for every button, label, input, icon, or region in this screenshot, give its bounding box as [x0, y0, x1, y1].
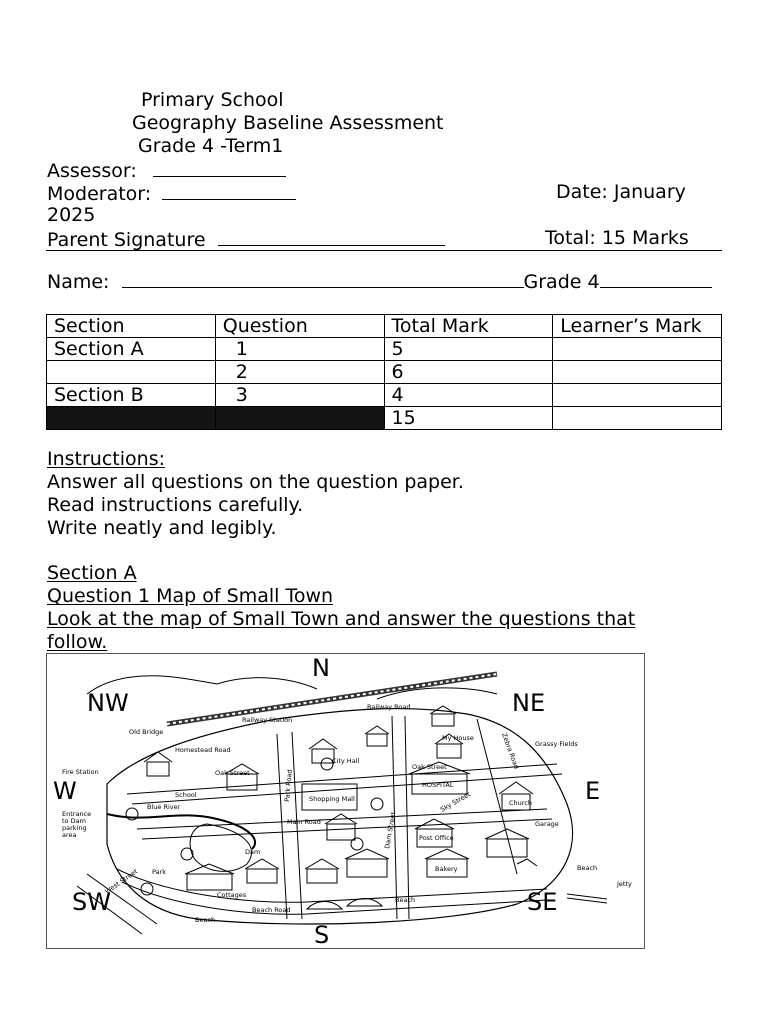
label-park: Park: [152, 868, 167, 876]
table-row: [47, 384, 722, 407]
learner-mark-cell[interactable]: [553, 384, 722, 407]
grade-field[interactable]: [600, 269, 712, 288]
grade-term: Grade 4 -Term1: [138, 135, 284, 157]
total-mark-cell: 4: [384, 384, 553, 407]
instruction-line: Read instructions carefully.: [47, 494, 304, 516]
total-mark-cell: 6: [384, 361, 553, 384]
instruction-line: Write neatly and legibly.: [47, 517, 277, 539]
label-to-dam: to Dam: [62, 817, 86, 825]
table-header-row: [47, 315, 722, 338]
label-oak-street-east: Oak Street: [412, 763, 447, 771]
section-cell: [47, 361, 216, 384]
compass-southwest: SW: [72, 888, 111, 916]
section-cell: Section A: [47, 338, 216, 361]
assessor-label: Assessor:: [47, 160, 137, 182]
label-city-hall: City Hall: [332, 757, 360, 765]
total-mark-cell: 15: [384, 407, 553, 430]
label-dam: Dam: [245, 848, 261, 856]
column-header: Question: [215, 315, 384, 338]
total-mark-cell: 5: [384, 338, 553, 361]
column-header: Section: [47, 315, 216, 338]
label-cottages: Cottages: [217, 891, 247, 899]
marks-table: [46, 314, 722, 430]
table-row: [47, 361, 722, 384]
table-total-row: [47, 407, 722, 430]
label-bakery: Bakery: [435, 865, 458, 873]
parent-signature-field[interactable]: [218, 227, 445, 246]
question-cell: 3: [215, 384, 384, 407]
compass-west: W: [53, 777, 77, 805]
small-town-map: [46, 653, 645, 949]
label-parking: parking: [62, 824, 87, 832]
label-jetty: Jetty: [617, 880, 632, 888]
label-railway-station: Railway Station: [242, 716, 293, 724]
label-church: Church: [509, 799, 533, 807]
map-drawing: [47, 654, 644, 948]
assessment-title: Geography Baseline Assessment: [132, 112, 444, 134]
column-header: Learner’s Mark: [553, 315, 722, 338]
assessor-field[interactable]: [153, 158, 286, 177]
label-railway-road: Railway Road: [367, 703, 411, 711]
label-park-road: Park Road: [283, 769, 294, 803]
question-prompt: Look at the map of Small Town and answer the questions that: [47, 608, 636, 630]
school-name: Primary School: [141, 89, 284, 111]
section-heading: Section A: [47, 562, 137, 584]
question-cell: 1: [215, 338, 384, 361]
moderator-label: Moderator:: [47, 183, 152, 205]
parent-signature-row: [47, 227, 445, 252]
label-garage: Garage: [535, 820, 559, 828]
label-zebra-road: Zebra Road: [500, 731, 521, 771]
label-dam-street: Dam Street: [383, 811, 398, 850]
label-west-street: West Street: [103, 867, 140, 896]
shaded-cell: [215, 407, 384, 430]
instruction-line: Answer all questions on the question paper.: [47, 471, 464, 493]
label-grassy-fields: Grassy Fields: [535, 740, 578, 748]
label-school: School: [175, 791, 197, 799]
name-row: [47, 269, 712, 294]
label-post-office: Post Office: [419, 834, 454, 842]
label-fire-station: Fire Station: [62, 768, 99, 776]
compass-south: S: [314, 921, 330, 948]
grade-label: Grade 4: [523, 271, 600, 293]
question-prompt-continued: follow.: [47, 631, 108, 653]
label-old-bridge: Old Bridge: [129, 728, 164, 736]
label-entrance: Entrance: [62, 810, 92, 818]
label-beach-road: Beach Road: [252, 906, 291, 914]
label-my-house: My House: [442, 734, 474, 742]
instructions-heading: Instructions:: [47, 448, 165, 470]
compass-southeast: SE: [527, 888, 558, 916]
label-beach-west: Beach: [195, 916, 216, 924]
learner-total-cell[interactable]: [553, 407, 722, 430]
header-divider: [46, 250, 722, 251]
section-cell: Section B: [47, 384, 216, 407]
label-sky-street: Sky Street: [439, 790, 472, 814]
learner-mark-cell[interactable]: [553, 338, 722, 361]
question-cell: 2: [215, 361, 384, 384]
compass-northeast: NE: [512, 689, 546, 717]
label-main-road: Main Road: [287, 818, 321, 826]
compass-east: E: [585, 777, 601, 805]
label-beach-central: Beach: [395, 896, 416, 904]
moderator-row: [47, 181, 296, 206]
assessor-row: [47, 158, 286, 183]
label-hospital: HOSPITAL: [422, 781, 454, 789]
label-oak-street: Oak Street: [215, 769, 250, 777]
learner-mark-cell[interactable]: [553, 361, 722, 384]
name-field[interactable]: [122, 269, 524, 288]
label-homestead-road: Homestead Road: [175, 746, 231, 754]
label-blue-river: Blue River: [147, 803, 181, 811]
total-marks: Total: 15 Marks: [545, 227, 689, 249]
name-label: Name:: [47, 271, 110, 293]
date-label: Date: January: [556, 181, 686, 203]
label-shopping-mall: Shopping Mall: [309, 795, 355, 803]
date-year: 2025: [47, 204, 96, 226]
shaded-cell: [47, 407, 216, 430]
column-header: Total Mark: [384, 315, 553, 338]
table-row: [47, 338, 722, 361]
compass-north: N: [312, 654, 330, 682]
label-area: area: [62, 831, 77, 839]
question-title: Question 1 Map of Small Town: [47, 585, 334, 607]
parent-signature-label: Parent Signature: [47, 229, 206, 251]
label-beach-east: Beach: [577, 864, 598, 872]
compass-northwest: NW: [87, 689, 129, 717]
moderator-field[interactable]: [162, 181, 296, 200]
